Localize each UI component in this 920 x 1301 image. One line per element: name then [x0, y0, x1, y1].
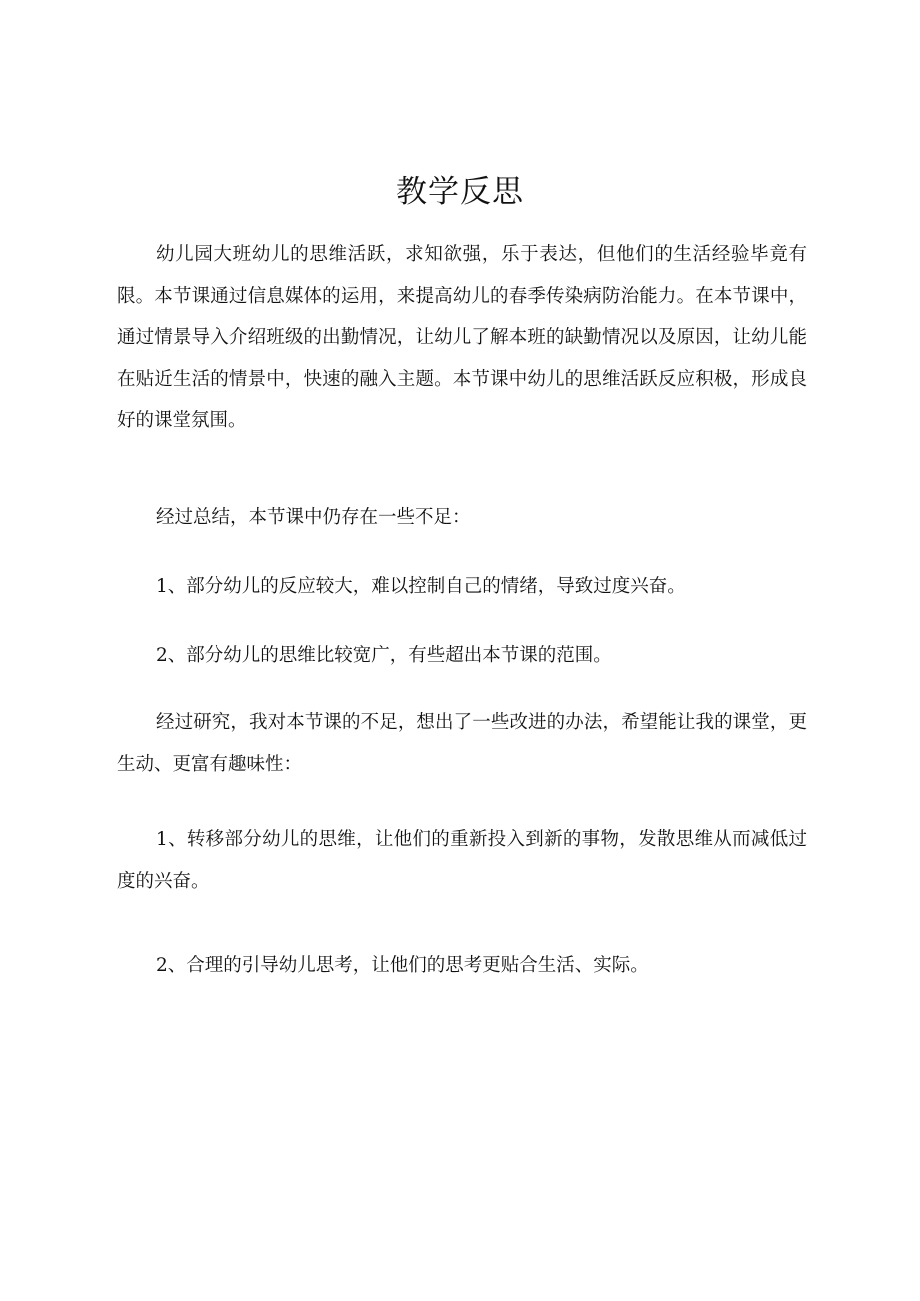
paragraph-improvement-1: 1、转移部分幼儿的思维，让他们的重新投入到新的事物，发散思维从而减低过度的兴奋。	[117, 829, 807, 892]
paragraph-improvement-2: 2、合理的引导幼儿思考，让他们的思考更贴合生活、实际。	[156, 955, 649, 976]
page-title: 教学反思	[396, 174, 524, 210]
paragraph-improvement-heading: 经过研究，我对本节课的不足，想出了一些改进的办法，希望能让我的课堂，更生动、更富有趣味性：	[117, 712, 807, 775]
paragraph-shortcoming-1: 1、部分幼儿的反应较大，难以控制自己的情绪，导致过度兴奋。	[156, 576, 686, 597]
paragraph-shortcoming-2: 2、部分幼儿的思维比较宽广，有些超出本节课的范围。	[156, 645, 612, 666]
paragraph-intro: 幼儿园大班幼儿的思维活跃，求知欲强，乐于表达，但他们的生活经验毕竟有限。本节课通过信息媒体的运用，来提高幼儿的春季传染病防治能力。在本节课中，通过情景导入介绍班级的出勤情况，让幼儿了解本班的缺勤情况以及原因，让幼儿能在贴近生活的情景中，快速的融入主题。本节课中幼儿的思维活跃反应积极，形成良好的课堂氛围。	[117, 244, 807, 431]
paragraph-summary-heading: 经过总结，本节课中仍存在一些不足：	[156, 507, 471, 528]
